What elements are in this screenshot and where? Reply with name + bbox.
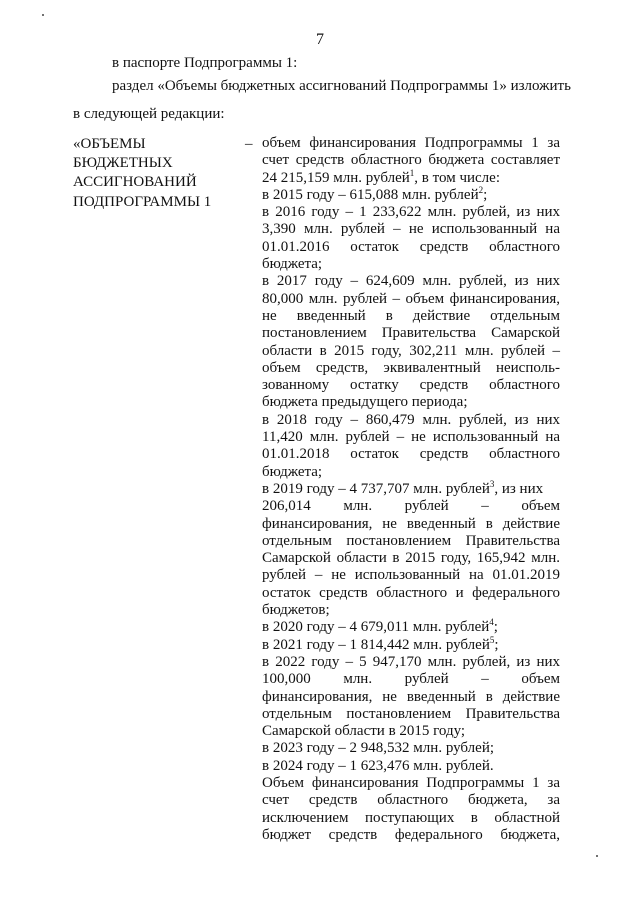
section-title-line: ПОДПРОГРАММЫ 1 xyxy=(73,193,212,210)
text-line: не введенный в действие отдельным xyxy=(262,307,560,324)
section-title-line: «ОБЪЕМЫ xyxy=(73,136,146,152)
section-title-line: БЮДЖЕТНЫХ xyxy=(73,155,173,172)
text-fragment: , из них xyxy=(494,480,544,497)
text-line: Объем финансирования Подпрограммы 1 за xyxy=(262,774,560,791)
page-number: 7 xyxy=(316,31,324,48)
text-fragment: 24 215,159 млн. рублей xyxy=(262,169,410,186)
text-line: 01.01.2018 остаток средств областного xyxy=(262,446,560,463)
footnote-marker: 1 xyxy=(409,167,415,178)
text-fragment: в 2020 году – 4 679,011 млн. рублей xyxy=(262,619,490,636)
intro-line-1: в паспорте Подпрограммы 1: xyxy=(112,55,298,71)
text-line: 100,000 млн. рублей – объем xyxy=(262,671,560,688)
intro-line-3: в следующей редакции: xyxy=(73,106,225,122)
footnote-marker: 4 xyxy=(489,617,494,628)
text-line xyxy=(262,634,560,654)
scan-speck xyxy=(596,855,598,857)
text-line: Самарской области в 2015 году; xyxy=(262,723,466,740)
text-line: 80,000 млн. рублей – объем финансирования, xyxy=(262,290,560,307)
text-fragment: в 2019 году – 4 737,707 млн. рублей xyxy=(262,480,490,497)
text-fragment: ; xyxy=(494,636,499,653)
text-line: в 2017 году – 624,609 млн. рублей, из них xyxy=(262,273,560,290)
text-line: 3,390 млн. рублей – не использованный на xyxy=(262,221,560,238)
text-line: 11,420 млн. рублей – не использованный на xyxy=(262,429,560,446)
text-line: отдельным постановлением Правительства xyxy=(262,532,560,549)
text-fragment: в 2015 году – 615,088 млн. рублей xyxy=(262,186,479,203)
text-line: остаток средств областного и федерального xyxy=(262,584,560,601)
text-line: рублей – не использованный на 01.01.2019 xyxy=(262,567,560,584)
text-fragment: , в том числе: xyxy=(414,169,500,186)
text-line: постановлением Правительства Самарской xyxy=(262,325,560,342)
text-line xyxy=(262,478,560,498)
footnote-marker: 3 xyxy=(489,478,495,489)
section-title-line: АССИГНОВАНИЙ xyxy=(73,174,197,191)
text-line: в 2023 году – 2 948,532 млн. рублей; xyxy=(262,740,495,757)
list-dash: – xyxy=(245,136,253,152)
text-line xyxy=(262,619,560,636)
text-fragment: ; xyxy=(483,186,488,203)
text-line: 206,014 млн. рублей – объем xyxy=(262,498,560,515)
text-line: счет средств областного бюджета, за xyxy=(262,792,560,809)
text-line: 01.01.2016 остаток средств областного xyxy=(262,238,560,255)
text-line: исключением поступающих в областной xyxy=(262,809,560,826)
footnote-marker: 2 xyxy=(478,184,484,195)
text-line: в 2016 году – 1 233,622 млн. рублей, из них xyxy=(262,204,560,221)
text-line: в 2018 году – 860,479 млн. рублей, из них xyxy=(262,411,560,428)
text-line xyxy=(262,184,560,204)
text-line: в 2024 году – 1 623,476 млн. рублей. xyxy=(262,757,494,774)
text-line: объем финансирования Подпрограммы 1 за xyxy=(262,135,560,151)
text-fragment: ; xyxy=(493,619,498,636)
intro-line-2: раздел «Объемы бюджетных ассигнований Подпрограммы 1» изложить xyxy=(112,78,571,94)
text-line: бюджета; xyxy=(262,256,323,273)
footnote-marker: 5 xyxy=(489,634,495,645)
section-title xyxy=(73,135,248,212)
scan-speck xyxy=(42,14,44,16)
text-line: бюджета; xyxy=(262,463,323,480)
text-line: финансирования, не введенный в действие xyxy=(262,515,560,532)
text-line: финансирования, не введенный в действие xyxy=(262,688,560,705)
text-line: бюджет средств федерального бюджета, xyxy=(262,826,560,843)
text-line: бюджетов; xyxy=(262,602,330,619)
text-line: отдельным постановлением Правительства xyxy=(262,705,560,722)
funding-text xyxy=(262,135,560,844)
text-line: зованному остатку средств областного xyxy=(262,377,560,394)
text-line: области в 2015 году, 302,211 млн. рублей – xyxy=(262,342,560,359)
text-line: объем средств, эквивалентный неисполь- xyxy=(262,359,560,376)
text-line xyxy=(262,167,560,187)
text-line: бюджета предыдущего периода; xyxy=(262,394,468,411)
text-fragment: в 2021 году – 1 814,442 млн. рублей xyxy=(262,636,490,653)
text-line: в 2022 году – 5 947,170 млн. рублей, из них xyxy=(262,653,560,670)
text-line: счет средств областного бюджета составляет xyxy=(262,152,560,169)
text-line: Самарской области в 2015 году, 165,942 млн. xyxy=(262,550,560,567)
